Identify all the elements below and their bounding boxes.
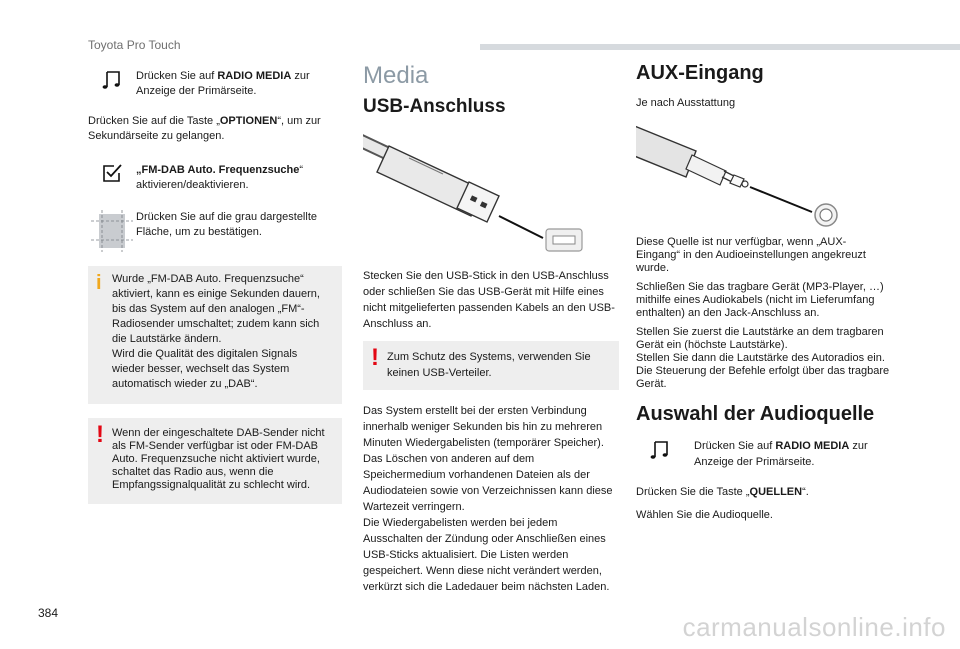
music-note-icon xyxy=(636,438,684,462)
fmdab-text: „FM-DAB Auto. Frequenzsuche“ aktivieren/deaktivieren. xyxy=(136,164,304,191)
radio-media-instruction-right xyxy=(636,438,890,470)
options-text: Drücken Sie auf die Taste „OPTIONEN“, um zur Sekundärseite zu gelangen. xyxy=(88,115,321,142)
radio-media-text: Drücken Sie auf RADIO MEDIA zur Anzeige der Primärseite. xyxy=(136,70,310,97)
usb-port-icon xyxy=(546,229,582,251)
grey-area-text: Drücken Sie auf die grau dargestellte Fläche, um zu bestätigen. xyxy=(136,211,317,238)
fmdab-instruction xyxy=(88,162,342,193)
info-note-text: Wurde „FM-DAB Auto. Frequenzsuche“ aktiviert, kann es einige Sekunden dauern, bis das System auf den analogen „FM“-Radiosender umschaltet; zudem kann sich die Lautstärke ändern. Wird die Qualität des digitalen Signals wieder besser, wechselt das System automatisch wieder zu „DAB“. xyxy=(112,273,320,390)
jack-plug-icon xyxy=(636,125,748,187)
warning-note-left xyxy=(88,418,342,504)
header-bar xyxy=(480,44,960,50)
section-title: Media xyxy=(363,62,429,89)
radio-media-instruction xyxy=(88,68,342,99)
source-button-text: Drücken Sie die Taste „QUELLEN“. xyxy=(636,486,809,498)
warning-icon: ! xyxy=(96,421,104,448)
select-source-text: Wählen Sie die Audioquelle. xyxy=(636,509,773,521)
usb-illustration xyxy=(363,130,619,254)
checkbox-check-icon xyxy=(88,162,136,184)
jack-port-icon xyxy=(815,204,837,226)
warning-note-middle xyxy=(363,341,619,390)
info-icon: i xyxy=(96,272,102,294)
usb-plug-icon xyxy=(363,140,499,222)
music-note-icon xyxy=(88,68,136,92)
info-note xyxy=(88,266,342,404)
column-left xyxy=(88,68,342,504)
warning-icon: ! xyxy=(371,344,379,371)
grey-area-icon xyxy=(88,210,136,252)
usb-text: Stecken Sie den USB-Stick in den USB-Anschluss oder schließen Sie das USB-Gerät mit Hilfe eines nicht mitgelieferten passenden Kabels an den USB-Anschluss an. xyxy=(363,270,615,330)
warning-note-text: Wenn der eingeschaltete DAB-Sender nicht als FM-Sender verfügbar ist oder FM-DAB Auto. Frequenzsuche nicht aktiviert wurde, schaltet das Radio aus, wenn die Empfangssignalqualität zu schlecht wird. xyxy=(112,427,325,491)
column-middle xyxy=(363,62,619,595)
aux-text-3: Stellen Sie zuerst die Lautstärke an dem tragbaren Gerät ein (höchste Lautstärke). Stellen Sie dann die Lautstärke des Autoradios ein. Die Steuerung der Befehle erfolgt über das tragbare Gerät. xyxy=(636,326,890,390)
grey-area-instruction xyxy=(88,210,342,252)
radio-media-text-right: Drücken Sie auf RADIO MEDIA zur Anzeige der Primärseite. xyxy=(694,440,868,468)
usb-heading: USB-Anschluss xyxy=(363,96,506,117)
aux-text-2: Schließen Sie das tragbare Gerät (MP3-Player, …) mithilfe eines Audiokabels (nicht im Lieferumfang enthalten) an den Jack-Anschluss an. xyxy=(636,281,884,319)
usb-warning-text: Zum Schutz des Systems, verwenden Sie keinen USB-Verteiler. xyxy=(387,351,591,379)
page-number: 384 xyxy=(38,606,59,620)
system-text: Das System erstellt bei der ersten Verbindung innerhalb weniger Sekunden bis hin zu mehreren Minuten Wiedergabelisten (temporärer Speicher). Das Löschen von anderen auf dem Speichermedium vorhandenen Dateien als der Audiodateien sowie von Verzeichnissen kann diese Wartezeit verringern. Die Wiedergabelisten werden bei jedem Ausschalten der Zündung oder Anschließen eines USB-Sticks aktualisiert. Die Listen werden gespeichert. Wenn diese nicht verändert werden, verkürzt sich die Ladedauer beim nächsten Laden. xyxy=(363,405,613,593)
column-right xyxy=(636,62,890,523)
equipment-text: Je nach Ausstattung xyxy=(636,97,736,109)
audio-source-heading: Auswahl der Audioquelle xyxy=(636,403,875,425)
aux-heading: AUX-Eingang xyxy=(636,62,764,84)
aux-text-1: Diese Quelle ist nur verfügbar, wenn „AUX-Eingang“ in den Audioeinstellungen angekreuzt wurde. xyxy=(636,236,866,274)
jack-illustration xyxy=(636,119,890,229)
running-header: Toyota Pro Touch xyxy=(88,38,181,52)
watermark: carmanualsonline.info xyxy=(682,612,946,642)
